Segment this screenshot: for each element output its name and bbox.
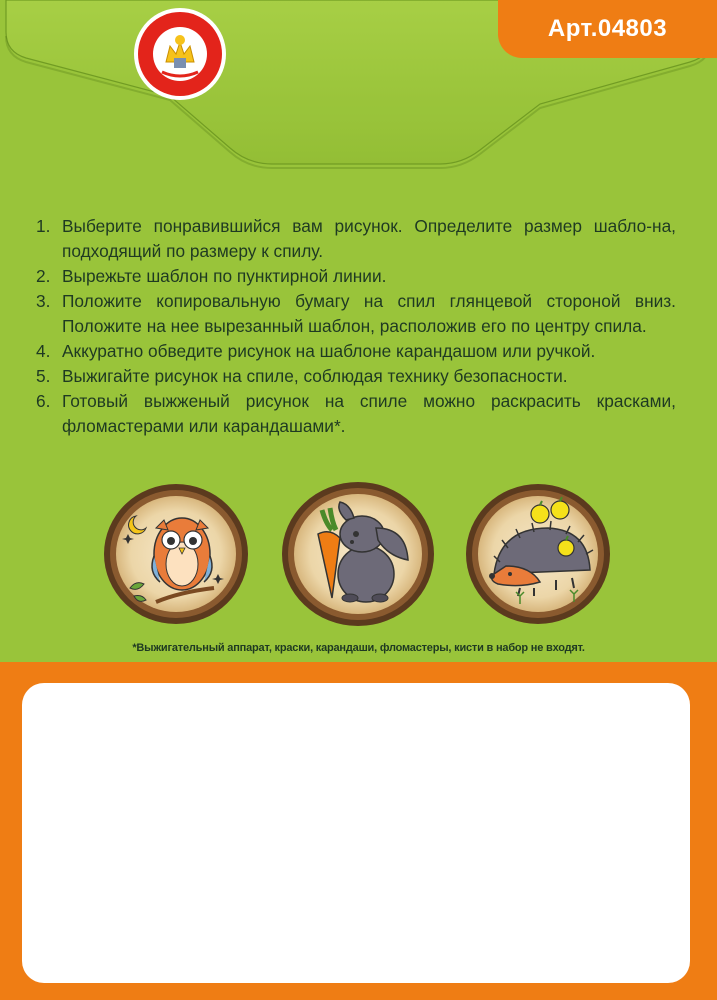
instruction-item: 5. Выжигайте рисунок на спиле, соблюдая технику безопасности. (36, 366, 568, 386)
blank-label-area (22, 683, 690, 983)
instruction-list (36, 214, 676, 439)
instruction-item: 3. Положите копировальную бумагу на спил глянцевой стороной вниз. Положите на нее вырезанный шаблон, расположив его по центру спила. (36, 291, 676, 336)
instruction-item: 6. Готовый выжженый рисунок на спиле можно раскрасить красками, фломастерами или карандашами*. (36, 391, 676, 436)
owl-disc (104, 484, 248, 624)
instruction-item: 2. Вырежьте шаблон по пунктирной линии. (36, 266, 387, 286)
brand-logo (132, 6, 228, 102)
article-number-badge: Арт.04803 (498, 0, 717, 58)
footnote: *Выжигательный аппарат, краски, карандаши, фломастеры, кисти в набор не входят. (132, 642, 585, 654)
hedgehog-disc (466, 484, 610, 624)
wood-disc-illustrations (0, 470, 717, 640)
instruction-item: 4. Аккуратно обведите рисунок на шаблоне карандашом или ручкой. (36, 341, 596, 361)
rabbit-disc (282, 482, 434, 626)
instruction-item: 1. Выберите понравившийся вам рисунок. Определите размер шабло-на, подходящий по размеру к спилу. (36, 216, 676, 261)
